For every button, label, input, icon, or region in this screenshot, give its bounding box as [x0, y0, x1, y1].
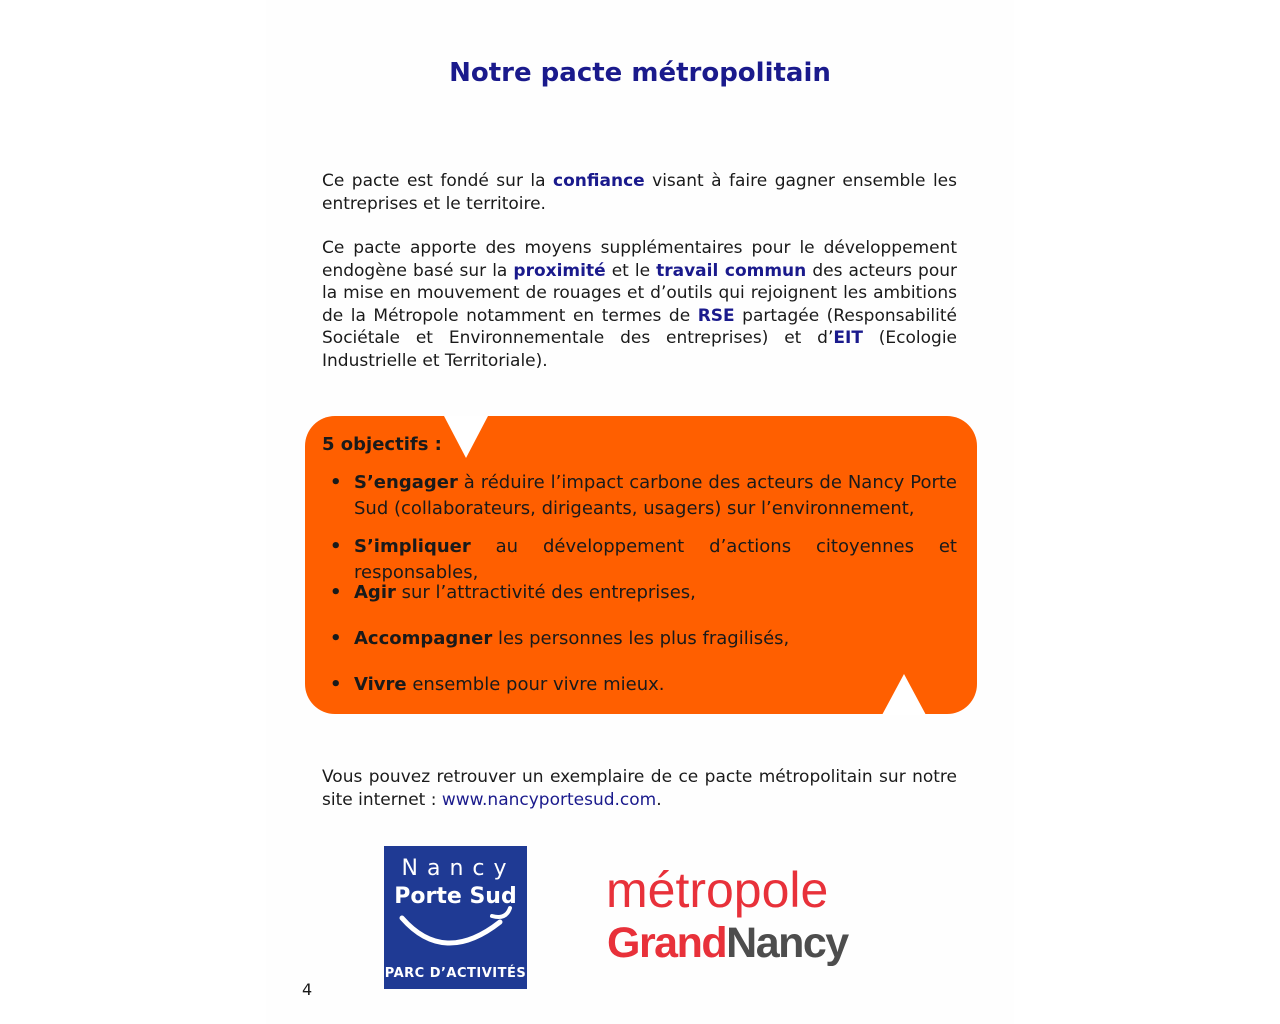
gn-logo-grandnancy	[607, 918, 848, 968]
intro-paragraph-1	[322, 170, 957, 215]
objective-item	[330, 672, 957, 698]
smile-arc-icon	[384, 904, 527, 964]
page-title: Notre pacte métropolitain	[449, 58, 831, 88]
objective-description: ensemble pour vivre mieux.	[406, 674, 665, 695]
box-notch-top	[444, 416, 488, 458]
objective-text	[354, 580, 957, 606]
gn-logo-grand: Grand	[607, 919, 727, 967]
gn-logo-metropole: métropole	[606, 862, 829, 918]
objective-description: les personnes les plus fragilisés,	[492, 628, 790, 649]
bullet-icon: •	[330, 472, 342, 493]
intro-text: des acteurs pour la mise en mouvement de rouages et d’outils qui rejoignent les ambitions de la Métropole notamment en termes de	[322, 260, 957, 326]
keyword-confiance: confiance	[553, 171, 645, 191]
intro-text: Ce pacte est fondé sur la	[322, 171, 554, 191]
gn-logo-nancy: Nancy	[726, 919, 848, 967]
objectives-heading: 5 objectifs :	[322, 434, 442, 455]
objective-keyword: Accompagner	[354, 628, 493, 649]
objective-text	[354, 470, 957, 522]
intro-text: et le	[605, 260, 657, 281]
objective-item	[330, 580, 957, 606]
keyword-proximite: proximité	[513, 260, 606, 281]
intro-text: visant à faire gagner ensemble les entreprises et le territoire.	[322, 171, 957, 214]
objective-text	[354, 672, 957, 698]
nps-logo-line3: PARC D’ACTIVITÉS	[384, 966, 527, 981]
metropole-grand-nancy-logo	[606, 862, 896, 982]
objective-item	[330, 470, 957, 522]
website-link[interactable]: www.nancyportesud.com	[441, 789, 657, 810]
objective-text	[354, 534, 957, 586]
objective-description: au développement d’actions citoyennes et responsables,	[354, 536, 957, 583]
intro-paragraph-2	[322, 237, 957, 372]
objective-text	[354, 626, 957, 652]
nancy-porte-sud-logo	[384, 846, 527, 989]
intro-text: (Ecologie Industrielle et Territoriale).	[322, 328, 958, 371]
outro-end: .	[656, 789, 662, 810]
objective-keyword: Vivre	[354, 674, 407, 695]
objective-keyword: S’impliquer	[354, 536, 471, 557]
objective-item	[330, 626, 957, 652]
nps-logo-line1: Nancy	[401, 856, 516, 881]
bullet-icon: •	[330, 674, 342, 695]
keyword-eit: EIT	[833, 328, 863, 348]
objective-keyword: Agir	[354, 582, 396, 603]
outro-paragraph	[322, 766, 957, 811]
keyword-travail-commun: travail commun	[656, 260, 807, 281]
objective-keyword: S’engager	[354, 472, 458, 493]
keyword-rse: RSE	[697, 305, 735, 326]
bullet-icon: •	[330, 628, 342, 649]
outro-text: Vous pouvez retrouver un exemplaire de ce pacte métropolitain sur notre site internet :	[322, 767, 957, 810]
intro-text: Ce pacte apporte des moyens supplémentaires pour le développement endogène basé sur la	[322, 238, 957, 281]
objective-item	[330, 534, 957, 586]
bullet-icon: •	[330, 536, 342, 557]
page-number: 4	[302, 980, 313, 999]
objective-description: à réduire l’impact carbone des acteurs de Nancy Porte Sud (collaborateurs, dirigeants, usagers) sur l’environnement,	[354, 472, 957, 519]
objective-description: sur l’attractivité des entreprises,	[395, 582, 696, 603]
nps-logo-line2: Porte Sud	[394, 884, 517, 909]
intro-text: partagée (Responsabilité Sociétale et Environnementale des entreprises) et d’	[322, 305, 957, 348]
bullet-icon: •	[330, 582, 342, 603]
